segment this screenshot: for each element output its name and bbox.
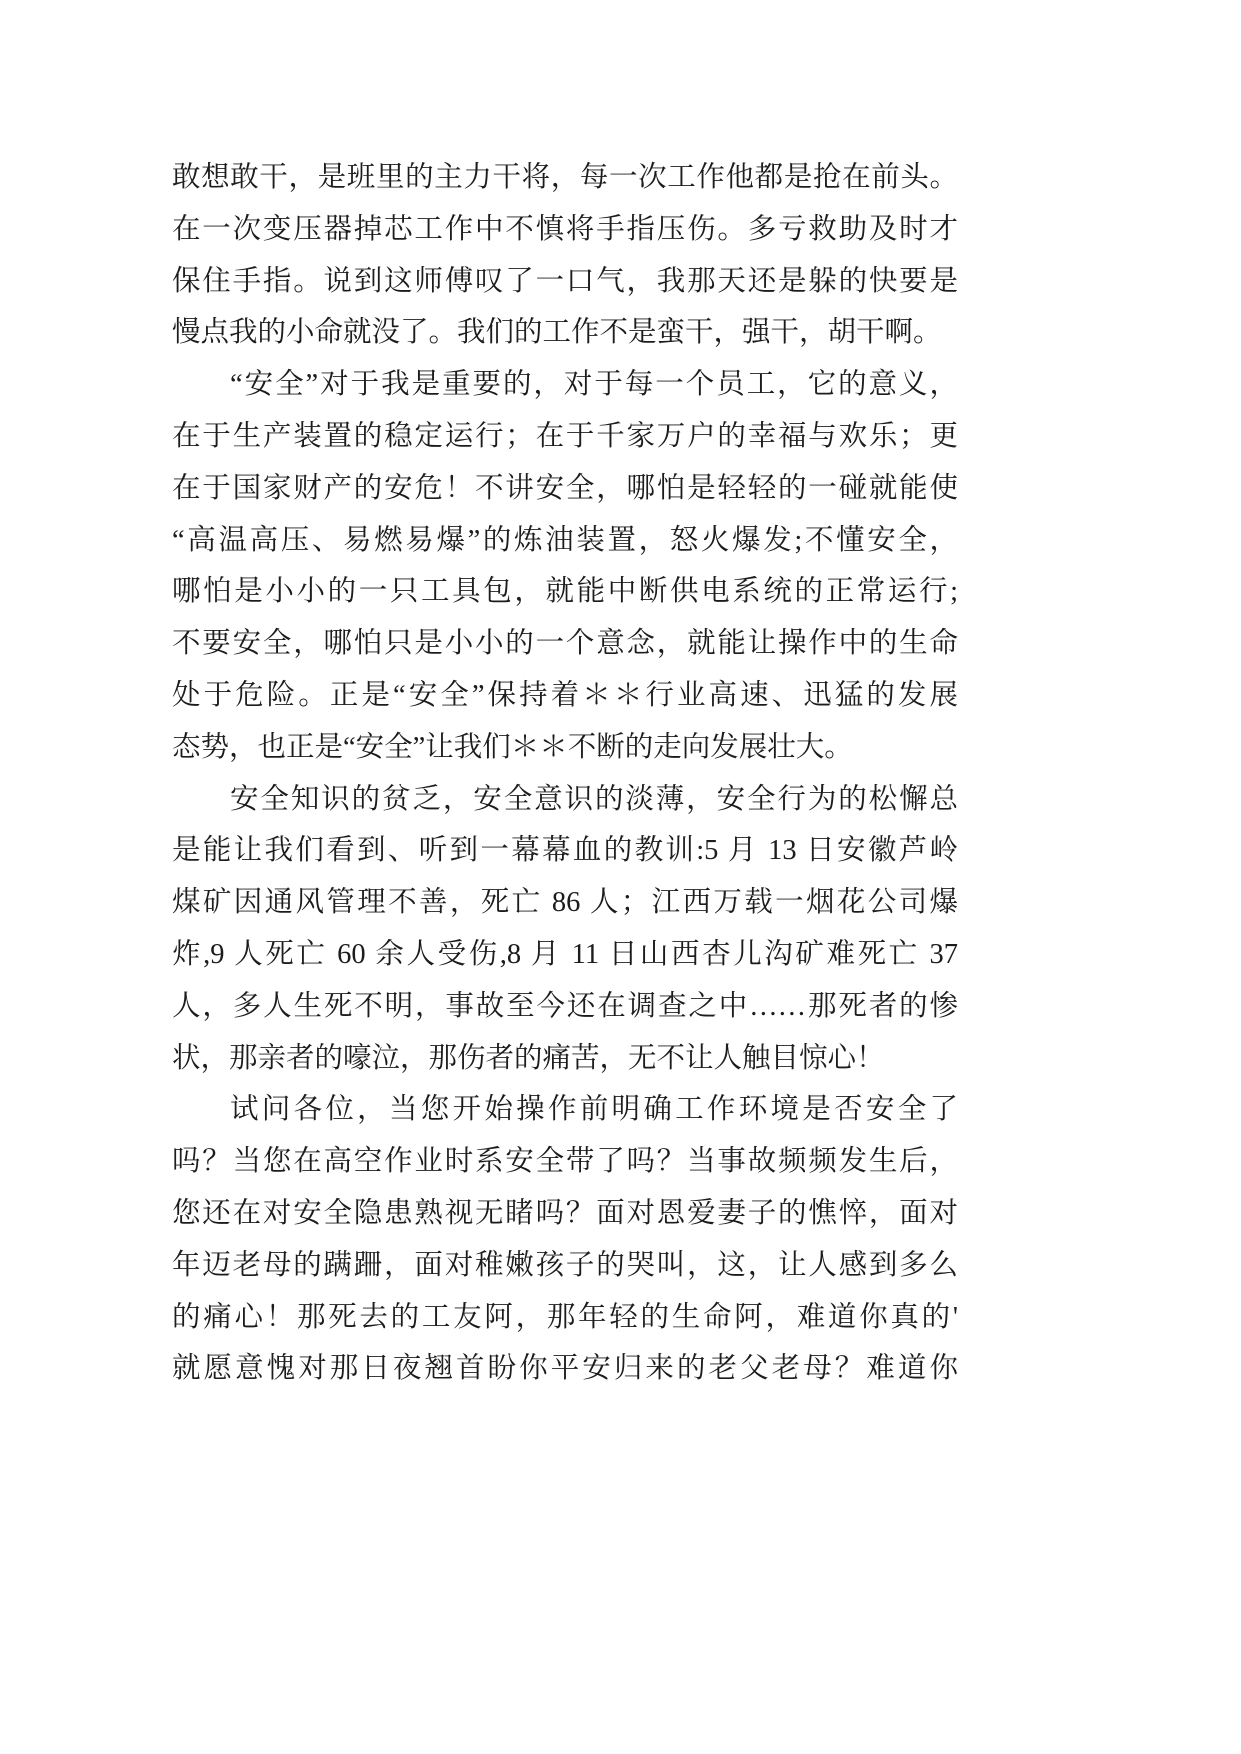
text-line: 是能让我们看到、听到一幕幕血的教训:5 月 13 日安徽芦岭 (172, 835, 958, 867)
text-line: 安全知识的贫乏，安全意识的淡薄，安全行为的松懈总 (230, 783, 958, 815)
text-line: 在于国家财产的安危！不讲安全，哪怕是轻轻的一碰就能使 (172, 472, 958, 504)
text-line: 敢想敢干，是班里的主力干将，每一次工作他都是抢在前头。 (172, 162, 958, 193)
body-text (172, 152, 958, 1395)
text-line: 的痛心！那死去的工友阿，那年轻的生命阿，难道你真的' (172, 1301, 958, 1333)
text-line: 就愿意愧对那日夜翘首盼你平安归来的老父老母？难道你 (172, 1353, 958, 1385)
paragraph (172, 1084, 958, 1395)
text-line: 炸,9 人死亡 60 余人受伤,8 月 11 日山西杏儿沟矿难死亡 37 (172, 938, 958, 970)
paragraph (172, 774, 958, 1085)
text-line: 保住手指。说到这师傅叹了一口气，我那天还是躲的快要是 (172, 265, 958, 297)
text-line: 在一次变压器掉芯工作中不慎将手指压伤。多亏救助及时才 (172, 213, 958, 245)
paragraph (172, 359, 958, 773)
text-line: 处于危险。正是“安全”保持着＊＊行业高速、迅猛的发展 (172, 679, 958, 711)
text-line: 态势，也正是“安全”让我们＊＊不断的走向发展壮大。 (172, 731, 853, 763)
text-line: 年迈老母的蹒跚，面对稚嫩孩子的哭叫，这，让人感到多么 (172, 1249, 958, 1281)
text-line: “安全”对于我是重要的，对于每一个员工，它的意义， (230, 369, 958, 401)
text-line: 哪怕是小小的一只工具包，就能中断供电系统的正常运行; (172, 576, 958, 608)
text-line: 状，那亲者的嚎泣，那伤者的痛苦，无不让人触目惊心！ (172, 1042, 885, 1074)
paragraph (172, 152, 958, 359)
text-line: 煤矿因通风管理不善，死亡 86 人；江西万载一烟花公司爆 (172, 887, 958, 919)
text-line: 慢点我的小命就没了。我们的工作不是蛮干，强干，胡干啊。 (172, 317, 942, 349)
text-line: “高温高压、易燃易爆”的炼油装置，怒火爆发;不懂安全， (172, 524, 958, 556)
text-line: 您还在对安全隐患熟视无睹吗？面对恩爱妻子的憔悴，面对 (172, 1197, 958, 1229)
text-line: 不要安全，哪怕只是小小的一个意念，就能让操作中的生命 (172, 628, 958, 660)
text-line: 人，多人生死不明，事故至今还在调查之中……那死者的惨 (172, 990, 958, 1022)
text-line: 试问各位，当您开始操作前明确工作环境是否安全了 (230, 1094, 958, 1126)
text-line: 在于生产装置的稳定运行；在于千家万户的幸福与欢乐；更 (172, 420, 958, 452)
text-line: 吗？当您在高空作业时系安全带了吗？当事故频频发生后， (172, 1146, 958, 1178)
